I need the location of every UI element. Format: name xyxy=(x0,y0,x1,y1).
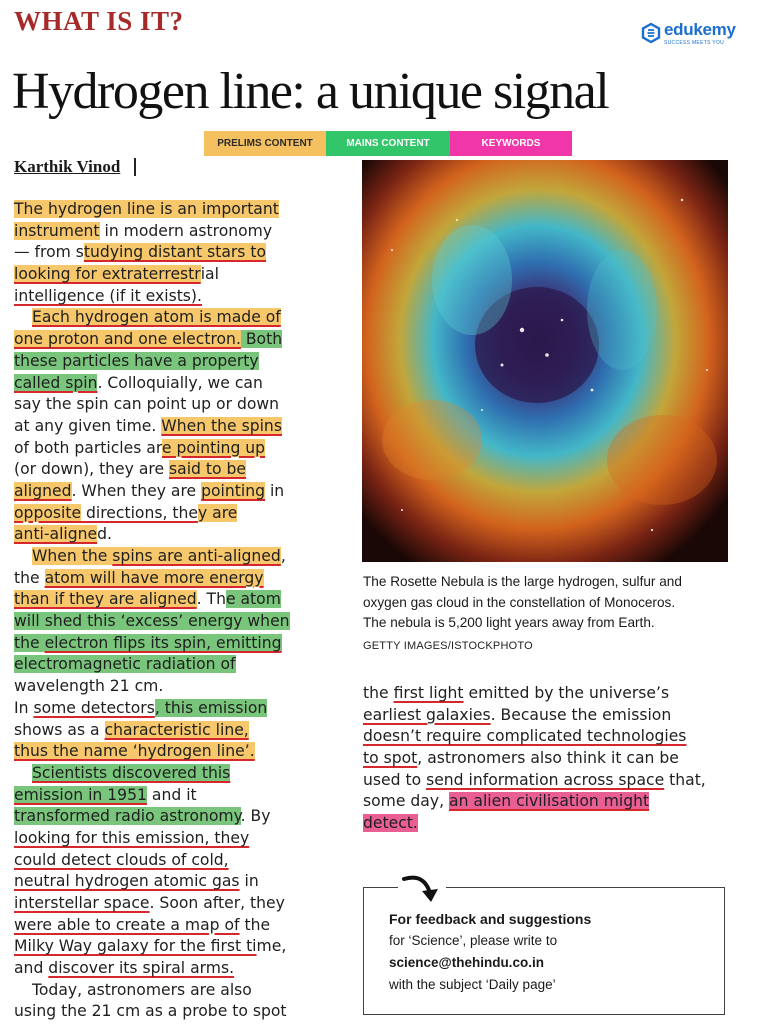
legend-keywords: KEYWORDS xyxy=(450,131,572,156)
article-line: some day, an alien civilisation might xyxy=(363,792,650,811)
edukemy-logo-icon xyxy=(640,22,662,44)
article-line: shows as a characteristic line, xyxy=(14,720,249,739)
article-line: emission in 1951 and it xyxy=(14,785,197,804)
article-line: transformed radio astronomy. By xyxy=(14,807,271,826)
byline-highlight-bar xyxy=(134,158,136,176)
article-line: opposite directions, they are xyxy=(14,503,238,522)
article-right-column xyxy=(363,683,723,835)
article-line: these particles have a property xyxy=(14,351,259,370)
article-line: anti-aligned. xyxy=(14,525,112,544)
article-line: one proton and one electron. Both xyxy=(14,330,283,349)
legend-mains: MAINS CONTENT xyxy=(326,131,450,156)
feedback-text xyxy=(389,908,591,996)
article-line: say the spin can point up or down xyxy=(14,395,280,414)
article-line: aligned. When they are pointing in xyxy=(14,481,285,500)
article-line: called spin. Colloquially, we can xyxy=(14,373,263,392)
article-line: (or down), they are said to be xyxy=(14,460,247,479)
legend-prelims: PRELIMS CONTENT xyxy=(204,131,326,156)
article-line: wavelength 21 cm. xyxy=(14,677,164,696)
article-line: looking for this emission, they xyxy=(14,828,250,847)
section-kicker: WHAT IS IT? xyxy=(14,6,184,36)
logo-wordmark: edukemy xyxy=(664,20,736,39)
article-line: the atom will have more energy xyxy=(14,568,264,587)
edukemy-logo xyxy=(640,20,745,48)
article-line: the first light emitted by the universe’s xyxy=(363,684,670,702)
article-line: instrument in modern astronomy xyxy=(14,221,273,240)
article-line: could detect clouds of cold, xyxy=(14,850,229,869)
photo-caption xyxy=(363,572,733,634)
article-line: — from studying distant stars to xyxy=(14,243,267,262)
article-line: detect. xyxy=(363,814,418,833)
feedback-title: For feedback and suggestions xyxy=(389,911,592,927)
article-line: Each hydrogen atom is made of xyxy=(32,308,281,327)
article-line: will shed this ‘excess’ energy when xyxy=(14,612,290,631)
article-line: the electron flips its spin, emitting xyxy=(14,633,282,652)
article-line: intelligence (if it exists). xyxy=(14,286,202,305)
article-line: neutral hydrogen atomic gas in xyxy=(14,872,259,891)
article-line: using the 21 cm as a probe to spot xyxy=(14,1002,287,1021)
article-line: used to send information across space that, xyxy=(363,770,706,789)
article-line: Today, astronomers are also xyxy=(32,980,252,999)
feedback-line: for ‘Science’, please write to xyxy=(389,933,558,948)
article-line: than if they are aligned. The atom xyxy=(14,590,281,609)
article-line: to spot, astronomers also think it can be xyxy=(363,749,679,768)
article-line: interstellar space. Soon after, they xyxy=(14,894,285,912)
logo-tagline: SUCCESS MEETS YOU xyxy=(664,40,725,46)
article-line: earliest galaxies. Because the emission xyxy=(363,705,672,724)
article-line: electromagnetic radiation of xyxy=(14,655,236,674)
feedback-email-link[interactable]: science@thehindu.co.in xyxy=(389,955,544,970)
article-line: and discover its spiral arms. xyxy=(14,959,235,978)
article-line: thus the name ‘hydrogen line’. xyxy=(14,742,255,761)
article-line: In some detectors, this emission xyxy=(14,698,268,717)
feedback-line: with the subject ‘Daily page’ xyxy=(389,977,556,992)
article-line: doesn’t require complicated technologies xyxy=(363,727,687,746)
article-line: at any given time. When the spins xyxy=(14,416,282,435)
article-line: of both particles are pointing up xyxy=(14,438,266,457)
article-line: When the spins are anti-aligned, xyxy=(32,547,286,565)
rosette-nebula-photo xyxy=(362,160,728,562)
curved-arrow-icon xyxy=(398,869,446,909)
article-line: Scientists discovered this xyxy=(32,763,231,782)
article-line: were able to create a map of the xyxy=(14,915,271,934)
caption-line: The nebula is 5,200 light years away from Earth. xyxy=(363,615,655,630)
article-line: Milky Way galaxy for the first time, xyxy=(14,937,287,956)
article-left-column xyxy=(14,199,314,1023)
caption-line: oxygen gas cloud in the constellation of Monoceros. xyxy=(363,594,676,610)
photo-credit: GETTY IMAGES/ISTOCKPHOTO xyxy=(363,640,533,652)
article-line: The hydrogen line is an important xyxy=(14,200,279,218)
article-headline: Hydrogen line: a unique signal xyxy=(12,63,609,120)
author-byline: Karthik Vinod xyxy=(14,157,121,176)
article-line: looking for extraterrestrial xyxy=(14,265,219,284)
caption-line: The Rosette Nebula is the large hydrogen, sulfur and xyxy=(363,574,682,589)
